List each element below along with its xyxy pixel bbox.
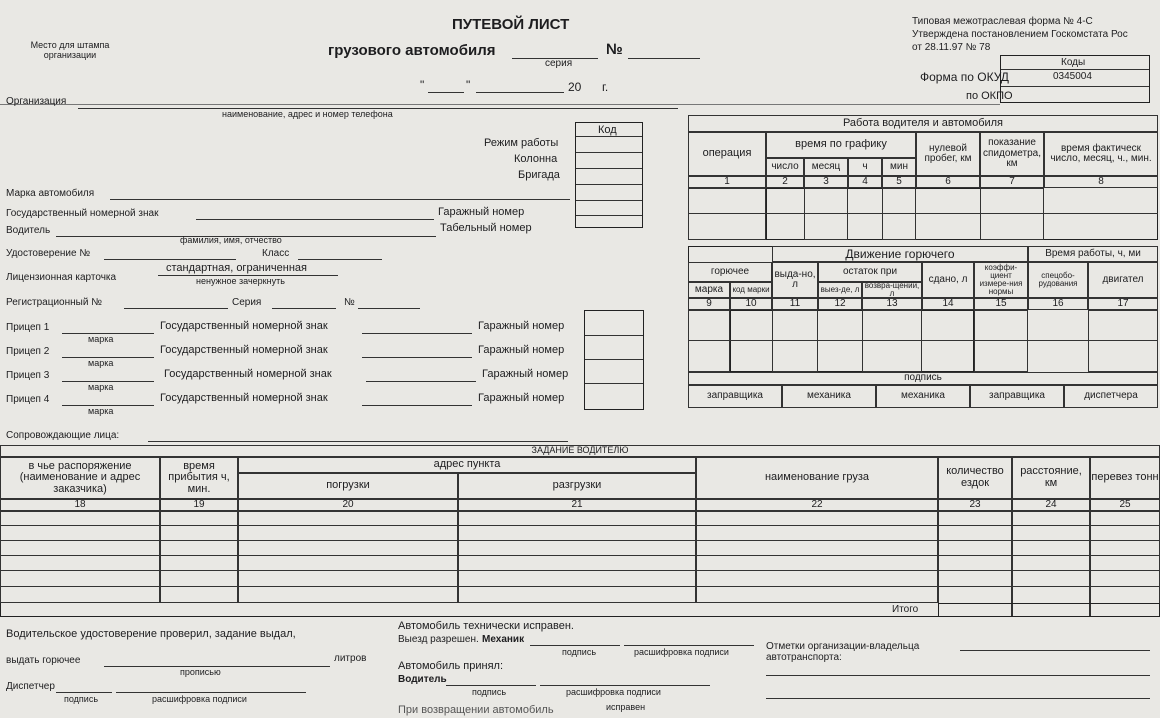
fuel-brand: марка <box>688 282 730 298</box>
task-h23: количество ездок <box>938 457 1012 499</box>
task-num-22: 22 <box>696 499 938 511</box>
trailer3-brand-hint: марка <box>88 382 114 392</box>
date-quote-close: " <box>466 78 471 92</box>
dispatcher-decipher-field[interactable] <box>116 692 306 693</box>
trailer-garage-box <box>584 310 644 410</box>
in-words-hint: прописью <box>180 667 221 677</box>
driver-sign-label: Водитель <box>398 674 447 685</box>
task-num-21: 21 <box>458 499 696 511</box>
liters-label: литров <box>334 653 367 664</box>
code-box <box>575 122 643 228</box>
date-year-suffix: г. <box>602 80 609 94</box>
okud-label: Форма по ОКУД <box>920 70 1009 84</box>
accepted-text: Автомобиль принял: <box>398 660 504 672</box>
date-day-field[interactable] <box>428 92 464 93</box>
license-field[interactable] <box>104 259 236 260</box>
fuel-cell[interactable] <box>862 310 922 372</box>
trailer1-label: Прицеп 1 <box>6 322 50 333</box>
fuel-cell[interactable] <box>772 310 818 372</box>
trailer4-label: Прицеп 4 <box>6 394 50 405</box>
work-cell[interactable] <box>804 188 848 240</box>
task-h19: время прибытия ч, мин. <box>160 457 238 499</box>
dispatcher-sign-field[interactable] <box>56 692 112 693</box>
task-col-24[interactable] <box>1012 511 1090 617</box>
fuel-num-13: 13 <box>862 298 922 310</box>
work-odometer: показание спидометра, км <box>980 132 1044 176</box>
plate-label: Государственный номерной знак <box>6 208 159 219</box>
return-text: При возвращении автомобиль <box>398 704 554 716</box>
tab-no-label: Табельный номер <box>440 222 532 234</box>
codes-box <box>1000 55 1150 103</box>
task-total-cells[interactable] <box>938 603 1160 617</box>
trailer3-plate-label: Государственный номерной знак <box>164 368 332 380</box>
task-h21: разгрузки <box>458 473 696 499</box>
car-brand-field[interactable] <box>110 199 570 200</box>
trailer2-plate-field[interactable] <box>362 357 472 358</box>
form-subtitle: грузового автомобиля <box>328 42 496 59</box>
trailer2-label: Прицеп 2 <box>6 346 50 357</box>
task-num-18: 18 <box>0 499 160 511</box>
work-num-7: 7 <box>980 176 1044 188</box>
number-field[interactable] <box>628 58 700 59</box>
mechanic-label: Механик <box>482 634 525 645</box>
mechanic-sign-hint: подпись <box>562 647 597 657</box>
task-num-20: 20 <box>238 499 458 511</box>
task-h25: перевез тонн <box>1090 457 1160 499</box>
work-title: Работа водителя и автомобиля <box>688 115 1158 132</box>
column-label: Колонна <box>514 153 558 165</box>
fuel-handed: сдано, л <box>922 262 974 298</box>
task-num-23: 23 <box>938 499 1012 511</box>
task-num-19: 19 <box>160 499 238 511</box>
trailer3-garage-label: Гаражный номер <box>482 368 569 380</box>
fuel-signature: подпись <box>688 372 1158 385</box>
driver-label: Водитель <box>6 225 51 236</box>
work-minute: мин <box>882 158 916 176</box>
trailer2-plate-label: Государственный номерной знак <box>160 344 328 356</box>
card-type: стандартная, ограниченная <box>166 262 307 274</box>
work-hour: ч <box>848 158 882 176</box>
work-day: число <box>766 158 804 176</box>
trailer1-plate-field[interactable] <box>362 333 472 334</box>
fuel-sig-1: заправщика <box>688 385 782 408</box>
exit-allowed-text: Выезд разрешен. <box>398 634 479 645</box>
date-month-field[interactable] <box>476 92 564 93</box>
work-mode-label: Режим работы <box>484 137 559 149</box>
fuel-engine: двигател <box>1088 262 1158 298</box>
trailer1-plate-label: Государственный номерной знак <box>160 320 328 332</box>
fuel-cell[interactable] <box>1088 310 1158 372</box>
reg-number-field[interactable] <box>358 308 420 309</box>
driver-sign-field[interactable] <box>446 685 536 686</box>
task-row-line <box>0 570 1160 571</box>
fuel-special: спецобо-рудования <box>1028 262 1088 298</box>
fuel-cell[interactable] <box>688 310 730 372</box>
work-num-3: 3 <box>804 176 848 188</box>
stamp-place-label: Место для штампа организации <box>30 40 110 61</box>
give-fuel-label: выдать горючее <box>6 655 81 666</box>
trailer2-brand-hint: марка <box>88 358 114 368</box>
dispatcher-decipher-hint: расшифровка подписи <box>152 694 247 704</box>
fuel-issued: выда-но, л <box>772 262 818 298</box>
work-num-4: 4 <box>848 176 882 188</box>
fuel-work-time: Время работы, ч, ми <box>1028 246 1158 262</box>
fuel-num-15: 15 <box>974 298 1028 310</box>
work-num-2: 2 <box>766 176 804 188</box>
okpo-line <box>0 104 1000 105</box>
task-col-25[interactable] <box>1090 511 1160 617</box>
tech-ok-text: Автомобиль технически исправен. <box>398 620 574 632</box>
trailer3-label: Прицеп 3 <box>6 370 50 381</box>
fuel-num-9: 9 <box>688 298 730 310</box>
form-type: Типовая межотраслевая форма № 4-С <box>912 16 1093 27</box>
series-label: Серия <box>232 297 262 308</box>
task-h24: расстояние, км <box>1012 457 1090 499</box>
task-h18: в чье распоряжение (наименование и адрес заказчика) <box>0 457 160 499</box>
fuel-remainder: остаток при <box>818 262 922 282</box>
work-cell[interactable] <box>980 188 1044 240</box>
trailer2-garage-label: Гаражный номер <box>478 344 565 356</box>
fuel-code-brand: код марки <box>730 282 772 298</box>
driver-decipher-field[interactable] <box>540 685 710 686</box>
fuel-num-11: 11 <box>772 298 818 310</box>
fuel-sig-3: механика <box>876 385 970 408</box>
form-title: ПУТЕВОЙ ЛИСТ <box>452 16 570 33</box>
fuel-cell[interactable] <box>974 310 1028 372</box>
work-num-6: 6 <box>916 176 980 188</box>
checked-text: Водительское удостоверение проверил, задание выдал, <box>6 628 296 640</box>
task-col-23[interactable] <box>938 511 1012 617</box>
task-total-label: Итого <box>892 604 919 615</box>
work-operation: операция <box>688 132 766 176</box>
task-h22: наименование груза <box>696 457 938 499</box>
trailer1-garage-label: Гаражный номер <box>478 320 565 332</box>
work-num-5: 5 <box>882 176 916 188</box>
garage-no-label: Гаражный номер <box>438 206 525 218</box>
work-num-8: 8 <box>1044 176 1158 188</box>
approved-by: Утверждена постановлением Госкомстата Рос <box>912 29 1128 40</box>
fuel-out: выез-де, л <box>818 282 862 298</box>
trailer3-plate-field[interactable] <box>366 381 476 382</box>
fuel-coef: коэффи-циент измере-ния нормы <box>974 262 1028 298</box>
fuel-num-12: 12 <box>818 298 862 310</box>
work-cell[interactable] <box>688 188 766 240</box>
reg-no-label: Регистрационный № <box>6 297 102 308</box>
code-label: Код <box>598 124 617 136</box>
series-hint: серия <box>545 58 573 69</box>
organization-hint: наименование, адрес и номер телефона <box>222 109 393 119</box>
task-h20: погрузки <box>238 473 458 499</box>
serviceable-text: исправен <box>606 702 646 712</box>
approved-date: от 28.11.97 № 78 <box>912 42 991 53</box>
okpo-label: по ОКПО <box>966 90 1013 102</box>
owner-marks-line-1[interactable] <box>960 650 1150 651</box>
escort-field[interactable] <box>148 441 568 442</box>
fuel-row-divider <box>688 340 1158 341</box>
class-field[interactable] <box>298 259 382 260</box>
trailer4-brand-hint: марка <box>88 406 114 416</box>
task-row-line <box>0 555 1160 556</box>
trailer4-garage-label: Гаражный номер <box>478 392 565 404</box>
work-num-1: 1 <box>688 176 766 188</box>
mechanic-decipher-hint: расшифровка подписи <box>634 647 729 657</box>
task-title: ЗАДАНИЕ ВОДИТЕЛЮ <box>0 445 1160 457</box>
work-zero-run: нулевой пробег, км <box>916 132 980 176</box>
driver-sign-hint: подпись <box>472 687 507 697</box>
mechanic-decipher-field[interactable] <box>624 645 754 646</box>
okud-code: 0345004 <box>1053 71 1092 82</box>
task-num-25: 25 <box>1090 499 1160 511</box>
trailer4-plate-field[interactable] <box>362 405 472 406</box>
mechanic-sign-field[interactable] <box>530 645 620 646</box>
fuel-num-17: 17 <box>1088 298 1158 310</box>
work-row-divider <box>688 213 1158 214</box>
fio-hint: фамилия, имя, отчество <box>180 235 282 245</box>
date-year: 20 <box>568 80 582 94</box>
owner-marks-label: Отметки организации-владельца автотранспорта: <box>766 641 920 663</box>
license-card-label: Лицензионная карточка <box>6 272 117 283</box>
reg-no-field[interactable] <box>124 308 228 309</box>
number-sign: № <box>606 41 623 58</box>
dispatcher-sign-hint: подпись <box>64 694 99 704</box>
task-num-24: 24 <box>1012 499 1090 511</box>
fuel-sig-4: заправщика <box>970 385 1064 408</box>
owner-marks-line-3[interactable] <box>766 698 1150 699</box>
fuel-return: возвра-щении, л <box>862 282 922 298</box>
task-row-line <box>0 525 1160 526</box>
task-row-line <box>0 540 1160 541</box>
car-brand-label: Марка автомобиля <box>6 188 95 199</box>
fuel-num-14: 14 <box>922 298 974 310</box>
codes-label: Коды <box>1061 57 1086 68</box>
work-schedule: время по графику <box>766 132 916 158</box>
fuel-num-10: 10 <box>730 298 772 310</box>
owner-marks-line-2[interactable] <box>766 675 1150 676</box>
date-quote-open: " <box>420 78 425 92</box>
dispatcher-label: Диспетчер <box>6 681 55 692</box>
fuel-fuel: горючее <box>688 262 772 282</box>
brigade-label: Бригада <box>518 169 560 181</box>
fuel-data-block[interactable] <box>730 310 974 372</box>
reg-number-sign: № <box>344 297 355 308</box>
series-field-2[interactable] <box>272 308 336 309</box>
license-label: Удостоверение № <box>6 248 91 259</box>
fuel-sig-2: механика <box>782 385 876 408</box>
trailer4-plate-label: Государственный номерной знак <box>160 392 328 404</box>
organization-label: Организация <box>6 96 67 107</box>
work-cell[interactable] <box>882 188 916 240</box>
driver-decipher-hint: расшифровка подписи <box>566 687 661 697</box>
escort-label: Сопровождающие лица: <box>6 430 120 441</box>
plate-field[interactable] <box>196 219 434 220</box>
trailer1-brand-hint: марка <box>88 334 114 344</box>
fuel-sig-5: диспетчера <box>1064 385 1158 408</box>
task-address: адрес пункта <box>238 457 696 473</box>
fuel-num-16: 16 <box>1028 298 1088 310</box>
work-actual: время фактическ число, месяц, ч., мин. <box>1044 132 1158 176</box>
card-hint: ненужное зачеркнуть <box>196 276 285 286</box>
fuel-title: Движение горючего <box>772 246 1028 262</box>
class-label: Класс <box>262 248 290 259</box>
work-month: месяц <box>804 158 848 176</box>
task-row-line <box>0 586 1160 587</box>
